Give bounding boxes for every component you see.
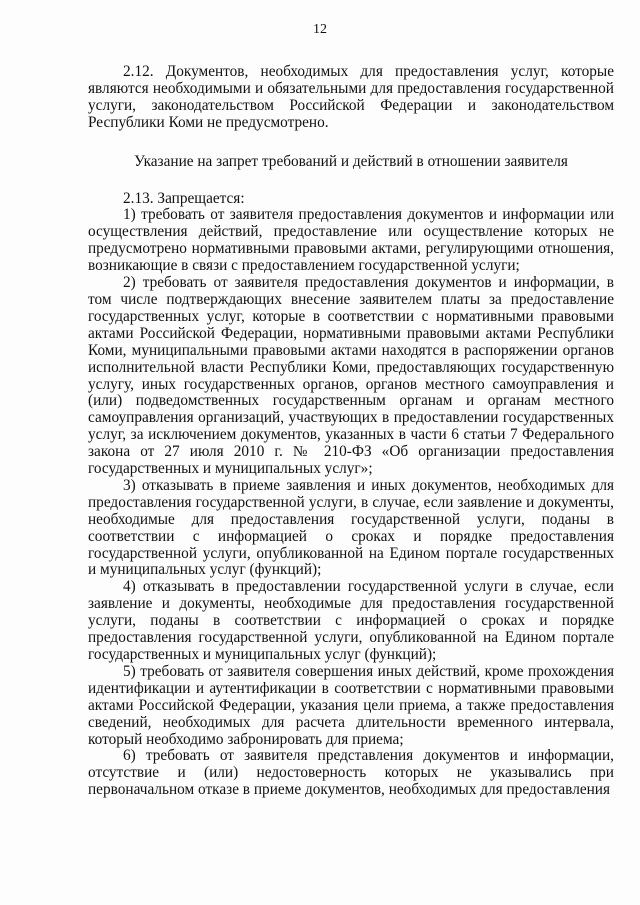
section-2-13-title: 2.13. Запрещается: xyxy=(123,189,245,207)
section-2-12: 2.12. Документов, необходимых для предоставления услуг, которые являются необходимыми и обязательными для предоставления государственной услуги, законодательством Российской Федерации и законодательством Республики Коми не предусмотрено. xyxy=(88,63,614,131)
page-number: 12 xyxy=(313,22,327,37)
list-item-3: 3) отказывать в приеме заявления и иных документов, необходимых для предоставления государственной услуги, в случае, если заявление и документы, необходимые для предоставления государственной услуги, поданы в соответствии с информацией о сроках и порядке предоставления государственной услуги, опубликованной на Едином портале государственных и муниципальных услуг (функций); xyxy=(88,476,614,579)
list-item-4: 4) отказывать в предоставлении государственной услуги в случае, если заявление и документы, необходимые для предоставления государственной услуги, поданы в соответствии с информацией о сроках и порядке предоставления государственной услуги, опубликованной на Едином портале государственных и муниципальных услуг (функций); xyxy=(88,578,614,663)
list-item-2: 2) требовать от заявителя предоставления документов и информации, в том числе подтверждающих внесение заявителем платы за предоставление государственных услуг, которые в соответствии с нормативными правовыми актами Российской Федерации, нормативными правовыми актами Республики Коми, муниципальными правовыми актами находятся в распоряжении органов исполнительной власти Республики Коми, предоставляющих государственную услугу, иных государственных органов, органов местного самоуправления и (или) подведомственных государственным органам и органам местного самоуправления организаций, участвующих в предоставлении государственных услуг, за исключением документов, указанных в части 6 статьи 7 Федерального закона от 27 июля 2010 г. № 210-ФЗ «Об организации предоставления государственных и муниципальных услуг»; xyxy=(88,274,614,478)
section-heading: Указание на запрет требований и действий в отношении заявителя xyxy=(134,152,568,170)
list-item-1: 1) требовать от заявителя предоставления документов и информации или осуществления действий, предоставление или осуществление которых не предусмотрено нормативными правовыми актами, регулирующими отношения, возникающие в связи с предоставлением государственной услуги; xyxy=(88,206,614,275)
list-item-6: 6) требовать от заявителя представления документов и информации, отсутствие и (или) недостоверность которых не указывались при первоначальном отказе в приеме документов, необходимых для предоставления xyxy=(88,747,614,799)
document-body xyxy=(88,64,614,799)
list-item-5: 5) требовать от заявителя совершения иных действий, кроме прохождения идентификации и аутентификации в соответствии с нормативными правовыми актами Российской Федерации, указания цели приема, а также предоставления сведений, необходимых для расчета длительности временного интервала, который необходимо забронировать для приема; xyxy=(88,662,614,748)
